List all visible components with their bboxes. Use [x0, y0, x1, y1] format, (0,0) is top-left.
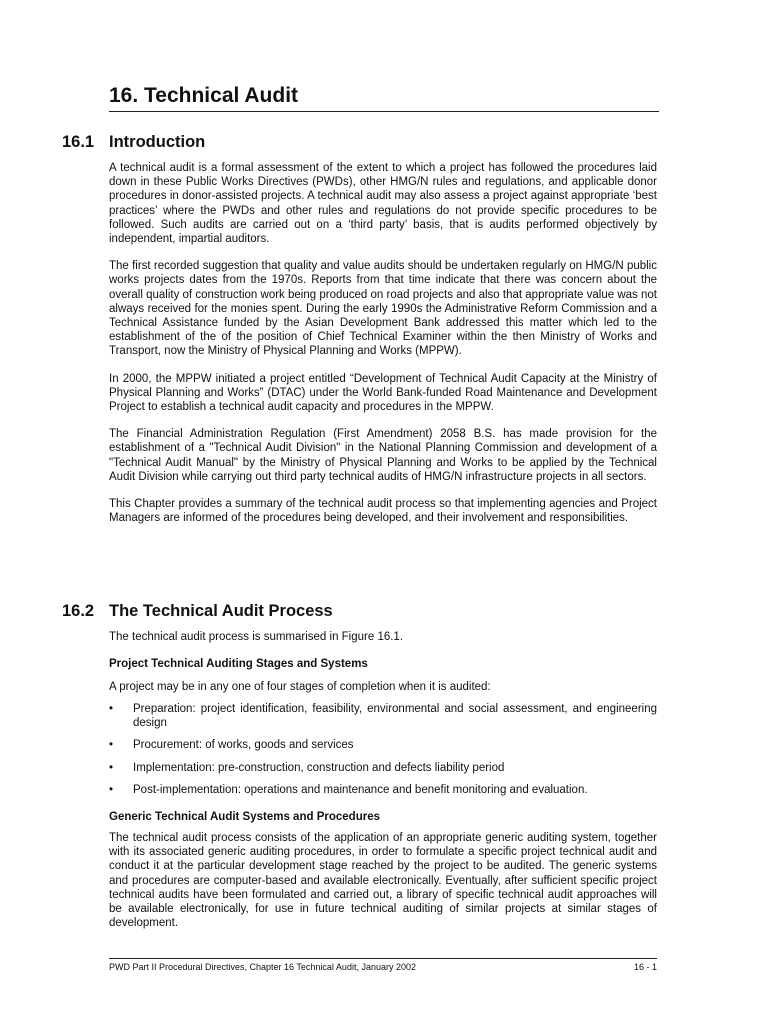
- bullet-icon: •: [109, 783, 114, 796]
- paragraph: The technical audit process consists of the application of an appropriate generic auditing system, together with its associated generic auditing procedures, in order to formulate a specific project technical audit and conduct it at the particular development stage reached by the project to be audited. The generic systems and procedures are computer-based and available electronically. Eventually, after sufficient specific project technical audits have been formulated and carried out, a library of specific technical audit approaches will be available electronically, for use in future technical auditing of similar projects at similar stages of development.: [109, 832, 657, 930]
- bullet-icon: •: [109, 703, 114, 715]
- section-title: The Technical Audit Process: [109, 602, 333, 620]
- section-heading-introduction: [62, 133, 205, 152]
- paragraph: A technical audit is a formal assessment of the extent to which a project has followed the procedures laid down in these Public Works Directives (PWDs), other HMG/N rules and regulations, and applicable donor procedures in donor-assisted projects. A technical audit may also assess a project against appropriate ‘best practices’ where the PWDs and other rules and regulations do not provide specific procedures to be followed. Such audits are carried out on a ‘third party’ basis, that is audits performed objectively by independent, impartial auditors.: [109, 162, 657, 246]
- section-number: 16.2: [62, 602, 95, 620]
- generic-systems-body: [109, 831, 657, 943]
- introduction-body: [109, 161, 657, 538]
- section-heading-audit-process: [62, 602, 333, 621]
- list-item: [109, 702, 657, 730]
- page-number: 16 - 1: [633, 962, 657, 972]
- paragraph: The first recorded suggestion that quality and value audits should be undertaken regularly on HMG/N public works projects dates from the 1970s. Reports from that time indicate that there was concern about the overall quality of construction work being produced on road projects and also that appropriate value was not always received for the monies spent. During the early 1990s the Administrative Reform Commission and a Technical Assistance funded by the Asian Development Bank addressed this matter which led to the establishment of the of the position of Chief Technical Examiner within the then Ministry of Works and Transport, now the Ministry of Physical Planning and Works (MPPW).: [109, 260, 657, 358]
- paragraph: In 2000, the MPPW initiated a project entitled “Development of Technical Audit Capacity at the Ministry of Physical Planning and Works” (DTAC) under the World Bank-funded Road Maintenance and Development Project to establish a technical audit capacity and procedures in the MPPW.: [109, 372, 657, 414]
- section-title: Introduction: [109, 133, 206, 151]
- subheading-generic-systems: Generic Technical Audit Systems and Procedures: [109, 811, 380, 823]
- list-item: [109, 761, 657, 775]
- list-item-text: Procurement: of works, goods and services: [133, 739, 354, 752]
- paragraph: A project may be in any one of four stages of completion when it is audited:: [109, 681, 491, 693]
- subheading-stages: Project Technical Auditing Stages and Systems: [109, 658, 368, 670]
- list-item-text: Preparation: project identification, feasibility, environmental and social assessment, and engineering design: [133, 703, 657, 730]
- list-item: [109, 783, 657, 797]
- stages-list: [109, 702, 657, 805]
- paragraph: The Financial Administration Regulation (First Amendment) 2058 B.S. has made provision for the establishment of a "Technical Audit Division" in the National Planning Commission and development of a "Technical Audit Manual" by the Ministry of Physical Planning and Works to be applied by the Technical Audit Division while carrying out third party technical audits of HMG/N infrastructure projects in all sectors.: [109, 428, 657, 483]
- list-item-text: Implementation: pre-construction, construction and defects liability period: [133, 761, 505, 774]
- bullet-icon: •: [109, 739, 114, 752]
- page-footer: [109, 958, 657, 972]
- paragraph: The technical audit process is summarised in Figure 16.1.: [109, 631, 404, 643]
- list-item: [109, 738, 657, 752]
- list-item-text: Post-implementation: operations and maintenance and benefit monitoring and evaluation.: [133, 783, 588, 796]
- footer-document-title: PWD Part II Procedural Directives, Chapter 16 Technical Audit, January 2002: [109, 962, 416, 972]
- audit-process-intro: [109, 630, 657, 657]
- paragraph: This Chapter provides a summary of the technical audit process so that implementing agencies and Project Managers are informed of the procedures being developed, and their involvement and responsibilities.: [109, 498, 657, 525]
- section-number: 16.1: [62, 133, 95, 151]
- chapter-title: 16. Technical Audit: [109, 84, 659, 112]
- bullet-icon: •: [109, 761, 114, 774]
